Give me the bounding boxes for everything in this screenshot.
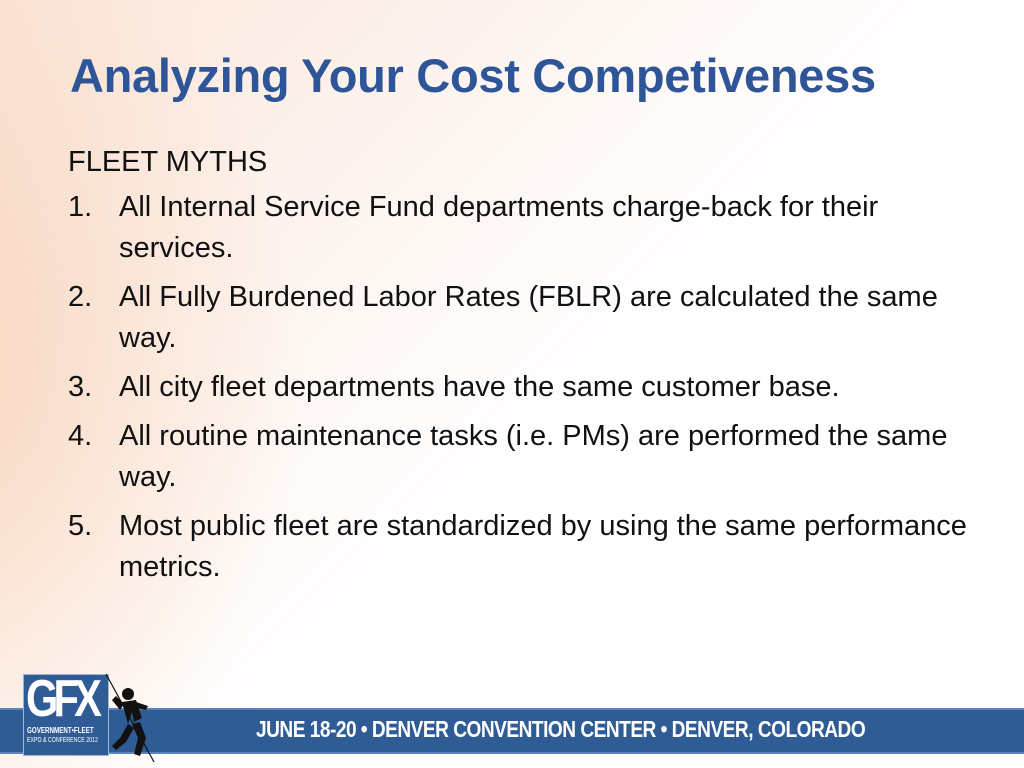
slide-title: Analyzing Your Cost Competiveness: [70, 49, 876, 102]
event-info-text: JUNE 18-20 • DENVER CONVENTION CENTER • DENVER, COLORADO: [256, 716, 866, 742]
list-item: [68, 277, 968, 359]
list-item: [68, 416, 968, 498]
list-text: All city fleet departments have the same customer base.: [119, 371, 840, 403]
gfx-logo: [23, 674, 109, 756]
list-item: [68, 367, 968, 408]
list-item: [68, 506, 968, 588]
myth-list: [68, 187, 968, 588]
list-item: [68, 187, 968, 269]
list-text: All Internal Service Fund departments charge-back for their services.: [119, 191, 879, 264]
list-text: Most public fleet are standardized by using the same performance metrics.: [119, 510, 967, 583]
list-text: All Fully Burdened Labor Rates (FBLR) are calculated the same way.: [119, 281, 938, 354]
logo-line1: GOVERNMENT•FLEET: [27, 726, 94, 735]
list-number: 1.: [68, 191, 93, 223]
section-heading: FLEET MYTHS: [68, 146, 268, 178]
logo-line2: EXPO & CONFERENCE 2012: [27, 737, 98, 744]
list-number: 2.: [68, 281, 93, 313]
slide-content: [68, 142, 968, 596]
list-number: 5.: [68, 510, 93, 542]
list-text: All routine maintenance tasks (i.e. PMs) are performed the same way.: [119, 420, 948, 493]
list-number: 4.: [68, 420, 93, 452]
climber-silhouette-icon: [98, 672, 160, 764]
list-number: 3.: [68, 371, 93, 403]
logo-letters: GFX: [26, 674, 98, 728]
